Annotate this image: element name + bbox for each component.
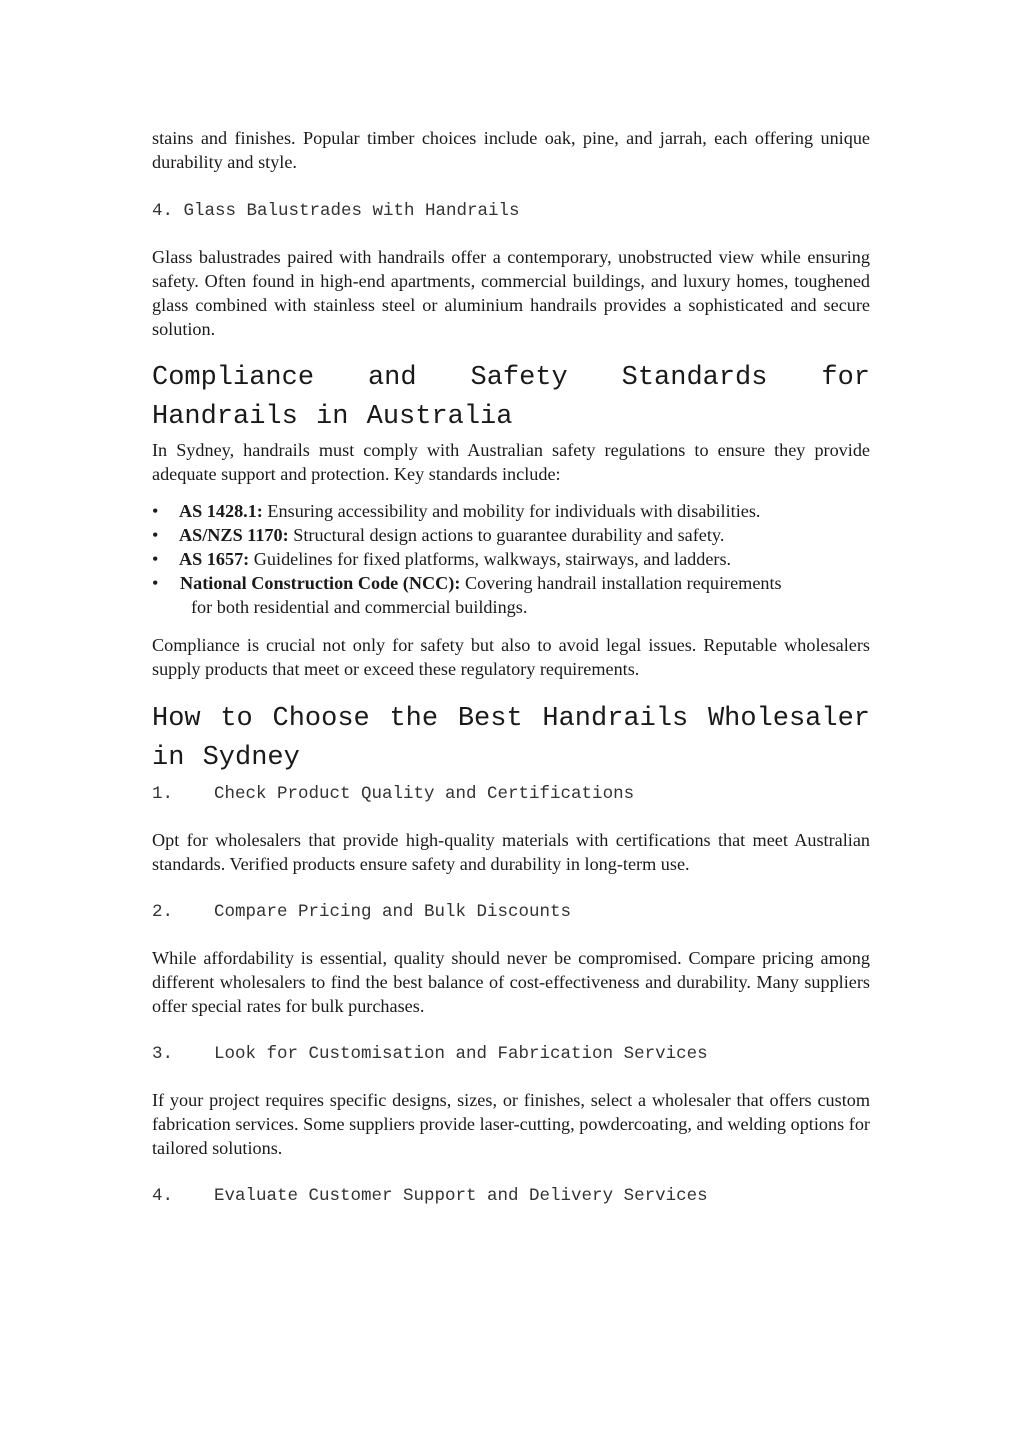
list-item bbox=[152, 523, 870, 547]
choose-wholesaler-heading: How to Choose the Best Handrails Wholesaler in Sydney bbox=[152, 704, 870, 773]
glass-balustrades-paragraph: Glass balustrades paired with handrails offer a contemporary, unobstructed view while ensuring safety. Often found in high-end apartments, commercial buildings, and luxury homes, toughened glass combined with stainless steel or aluminium handrails provides a sophisticated and secure solution. bbox=[152, 247, 870, 339]
criteria-title: Check Product Quality and Certifications bbox=[214, 784, 635, 804]
criteria-heading-2 bbox=[152, 900, 870, 924]
standard-code: AS 1657: bbox=[179, 549, 250, 569]
criteria-paragraph-3: If your project requires specific designs, sizes, or finishes, select a wholesaler that offers custom fabrication services. Some suppliers provide laser-cutting, powdercoating, and welding options for tailored solutions. bbox=[152, 1090, 870, 1158]
standard-description-continued: for both residential and commercial buildings. bbox=[191, 597, 528, 617]
bullet-icon: • bbox=[152, 573, 159, 593]
bullet-icon: • bbox=[152, 501, 159, 521]
compliance-intro-paragraph: In Sydney, handrails must comply with Australian safety regulations to ensure they provide adequate support and protection. Key standards include: bbox=[152, 440, 870, 484]
criteria-heading-4 bbox=[152, 1184, 870, 1208]
document-page bbox=[152, 126, 870, 1208]
criteria-paragraph-2: While affordability is essential, quality should never be compromised. Compare pricing among different wholesalers to find the best balance of cost-effectiveness and durability. Many suppliers offer special rates for bulk purchases. bbox=[152, 948, 870, 1016]
list-item bbox=[152, 571, 870, 619]
standard-code: AS/NZS 1170: bbox=[179, 525, 289, 545]
standard-description: Structural design actions to guarantee durability and safety. bbox=[288, 525, 725, 545]
criteria-title: Evaluate Customer Support and Delivery Services bbox=[214, 1186, 708, 1206]
criteria-number: 1. bbox=[152, 784, 174, 804]
list-item bbox=[152, 547, 870, 571]
standard-code: AS 1428.1: bbox=[179, 501, 263, 521]
list-item bbox=[152, 499, 870, 523]
criteria-number: 3. bbox=[152, 1044, 174, 1064]
standards-list bbox=[152, 499, 870, 619]
bullet-icon: • bbox=[152, 525, 159, 545]
criteria-title: Compare Pricing and Bulk Discounts bbox=[214, 902, 572, 922]
criteria-number: 4. bbox=[152, 1186, 174, 1206]
criteria-heading-3 bbox=[152, 1042, 870, 1066]
criteria-number: 2. bbox=[152, 902, 174, 922]
criteria-paragraph-1: Opt for wholesalers that provide high-quality materials with certifications that meet Australian standards. Verified products ensure safety and durability in long-term use. bbox=[152, 830, 870, 874]
standard-code: National Construction Code (NCC): bbox=[180, 573, 461, 593]
bullet-icon: • bbox=[152, 549, 159, 569]
standard-description: Ensuring accessibility and mobility for individuals with disabilities. bbox=[262, 501, 761, 521]
glass-balustrades-heading: 4. Glass Balustrades with Handrails bbox=[152, 201, 520, 221]
compliance-closing-paragraph: Compliance is crucial not only for safety but also to avoid legal issues. Reputable wholesalers supply products that meet or exceed these regulatory requirements. bbox=[152, 635, 870, 679]
criteria-heading-1 bbox=[152, 782, 870, 806]
standard-description: Guidelines for fixed platforms, walkways, stairways, and ladders. bbox=[249, 549, 732, 569]
criteria-title: Look for Customisation and Fabrication Services bbox=[214, 1044, 708, 1064]
intro-paragraph: stains and finishes. Popular timber choices include oak, pine, and jarrah, each offering unique durability and style. bbox=[152, 128, 870, 172]
compliance-heading: Compliance and Safety Standards for Handrails in Australia bbox=[152, 363, 870, 432]
standard-description: Covering handrail installation requirements bbox=[460, 573, 782, 593]
